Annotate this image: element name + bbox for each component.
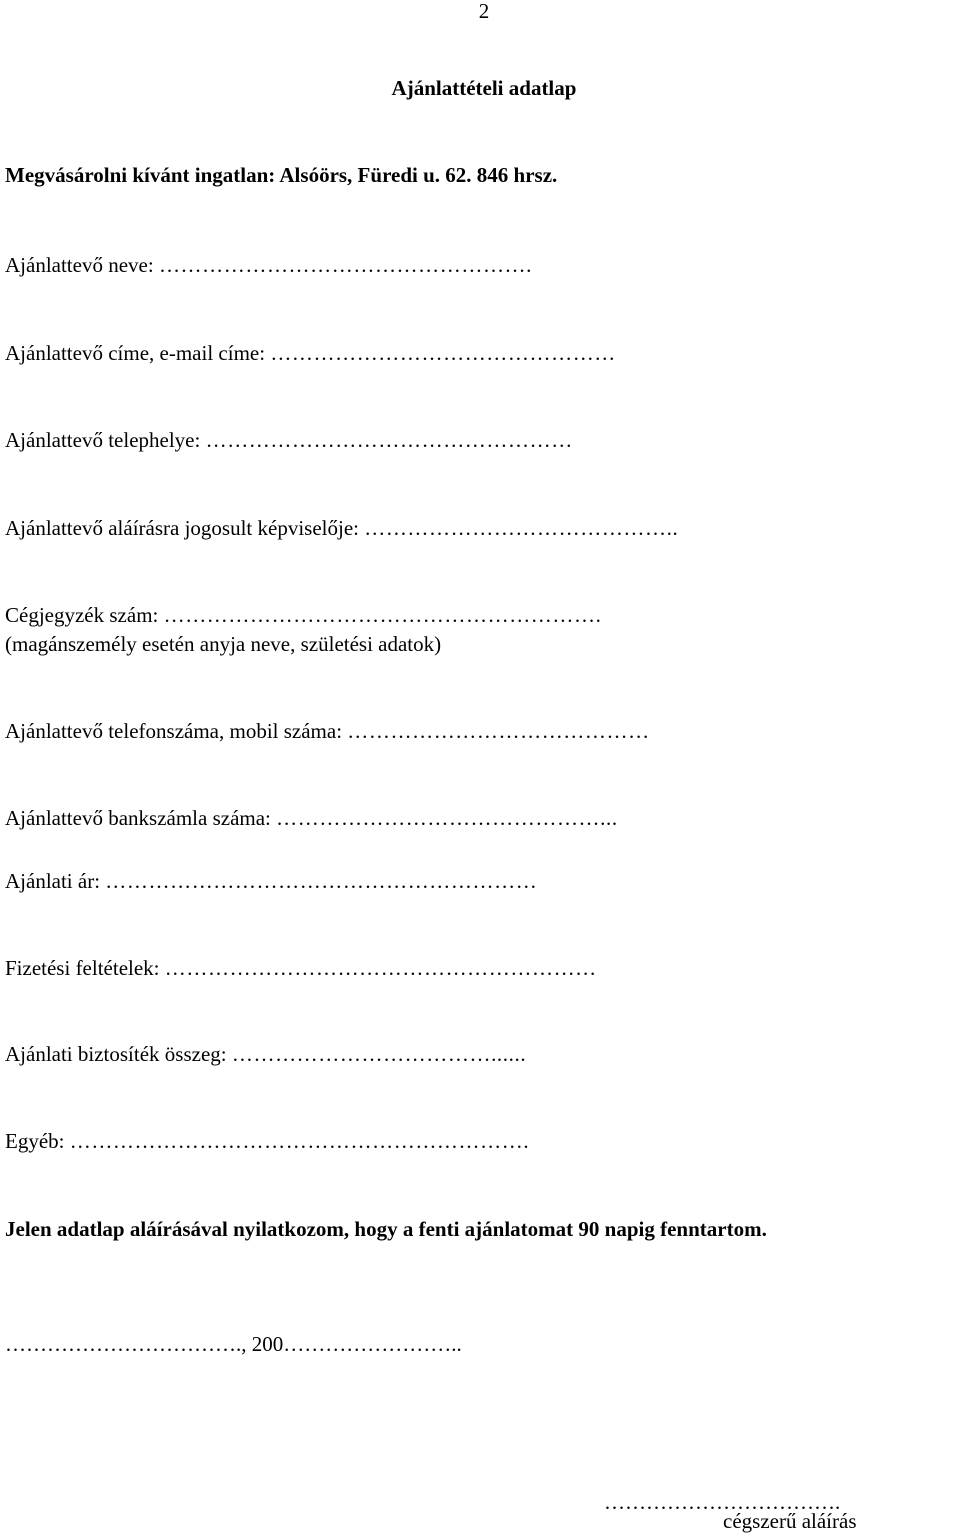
fill-line: ………………………………………………………. [69, 1129, 530, 1153]
field-company-registration-number [5, 602, 601, 628]
field-label: Ajánlattevő telephelye: [5, 428, 201, 452]
field-label: Egyéb: [5, 1129, 65, 1153]
signature-line: ……………………………. [604, 1490, 841, 1514]
fill-line: …………………………………………… [205, 428, 573, 452]
fill-line: ………………………………………… [270, 341, 616, 365]
field-bidder-site [5, 427, 573, 453]
field-note-private-person: (magánszemély esetén anyja neve, születési adatok) [5, 632, 442, 656]
fill-line: …………………………………………………… [164, 956, 597, 980]
field-bidder-address-email [5, 340, 616, 366]
field-label: Ajánlati ár: [5, 869, 101, 893]
field-bid-security-amount [5, 1041, 526, 1067]
field-bidder-name [5, 252, 532, 278]
fill-line: ……………………………………………. [158, 253, 533, 277]
page-number: 2 [478, 0, 490, 23]
field-label: Cégjegyzék szám: [5, 603, 159, 627]
fill-line: ………………………………………... [276, 806, 618, 830]
field-label: Ajánlattevő címe, e-mail címe: [5, 341, 266, 365]
fill-line: …………………………………………………… [105, 869, 538, 893]
field-label: Ajánlattevő bankszámla száma: [5, 806, 271, 830]
field-offer-price [5, 868, 537, 894]
fill-line: ……………………………………………………. [163, 603, 602, 627]
field-payment-terms [5, 955, 597, 981]
field-authorized-representative [5, 515, 678, 541]
fill-line: …………………………………… [347, 719, 650, 743]
field-phone-mobile [5, 718, 650, 744]
property-subject: Megvásárolni kívánt ingatlan: Alsóörs, Füredi u. 62. 846 hrsz. [5, 163, 558, 187]
form-title: Ajánlattételi adatlap [391, 76, 577, 100]
field-label: Ajánlattevő telefonszáma, mobil száma: [5, 719, 343, 743]
field-other [5, 1128, 529, 1154]
field-label: Ajánlattevő aláírásra jogosult képviselője: [5, 516, 359, 540]
field-bank-account [5, 805, 618, 831]
field-label: Fizetési feltételek: [5, 956, 160, 980]
declaration-statement: Jelen adatlap aláírásával nyilatkozom, hogy a fenti ajánlatomat 90 napig fenntartom. [5, 1217, 767, 1241]
fill-line: …………………………………….. [364, 516, 679, 540]
signature-label: cégszerű aláírás [723, 1509, 857, 1533]
place-date-line: ……………………………., 200…………………….. [5, 1332, 462, 1356]
field-label: Ajánlati biztosíték összeg: [5, 1042, 227, 1066]
fill-line: ………………………………...... [231, 1042, 527, 1066]
field-label: Ajánlattevő neve: [5, 253, 154, 277]
